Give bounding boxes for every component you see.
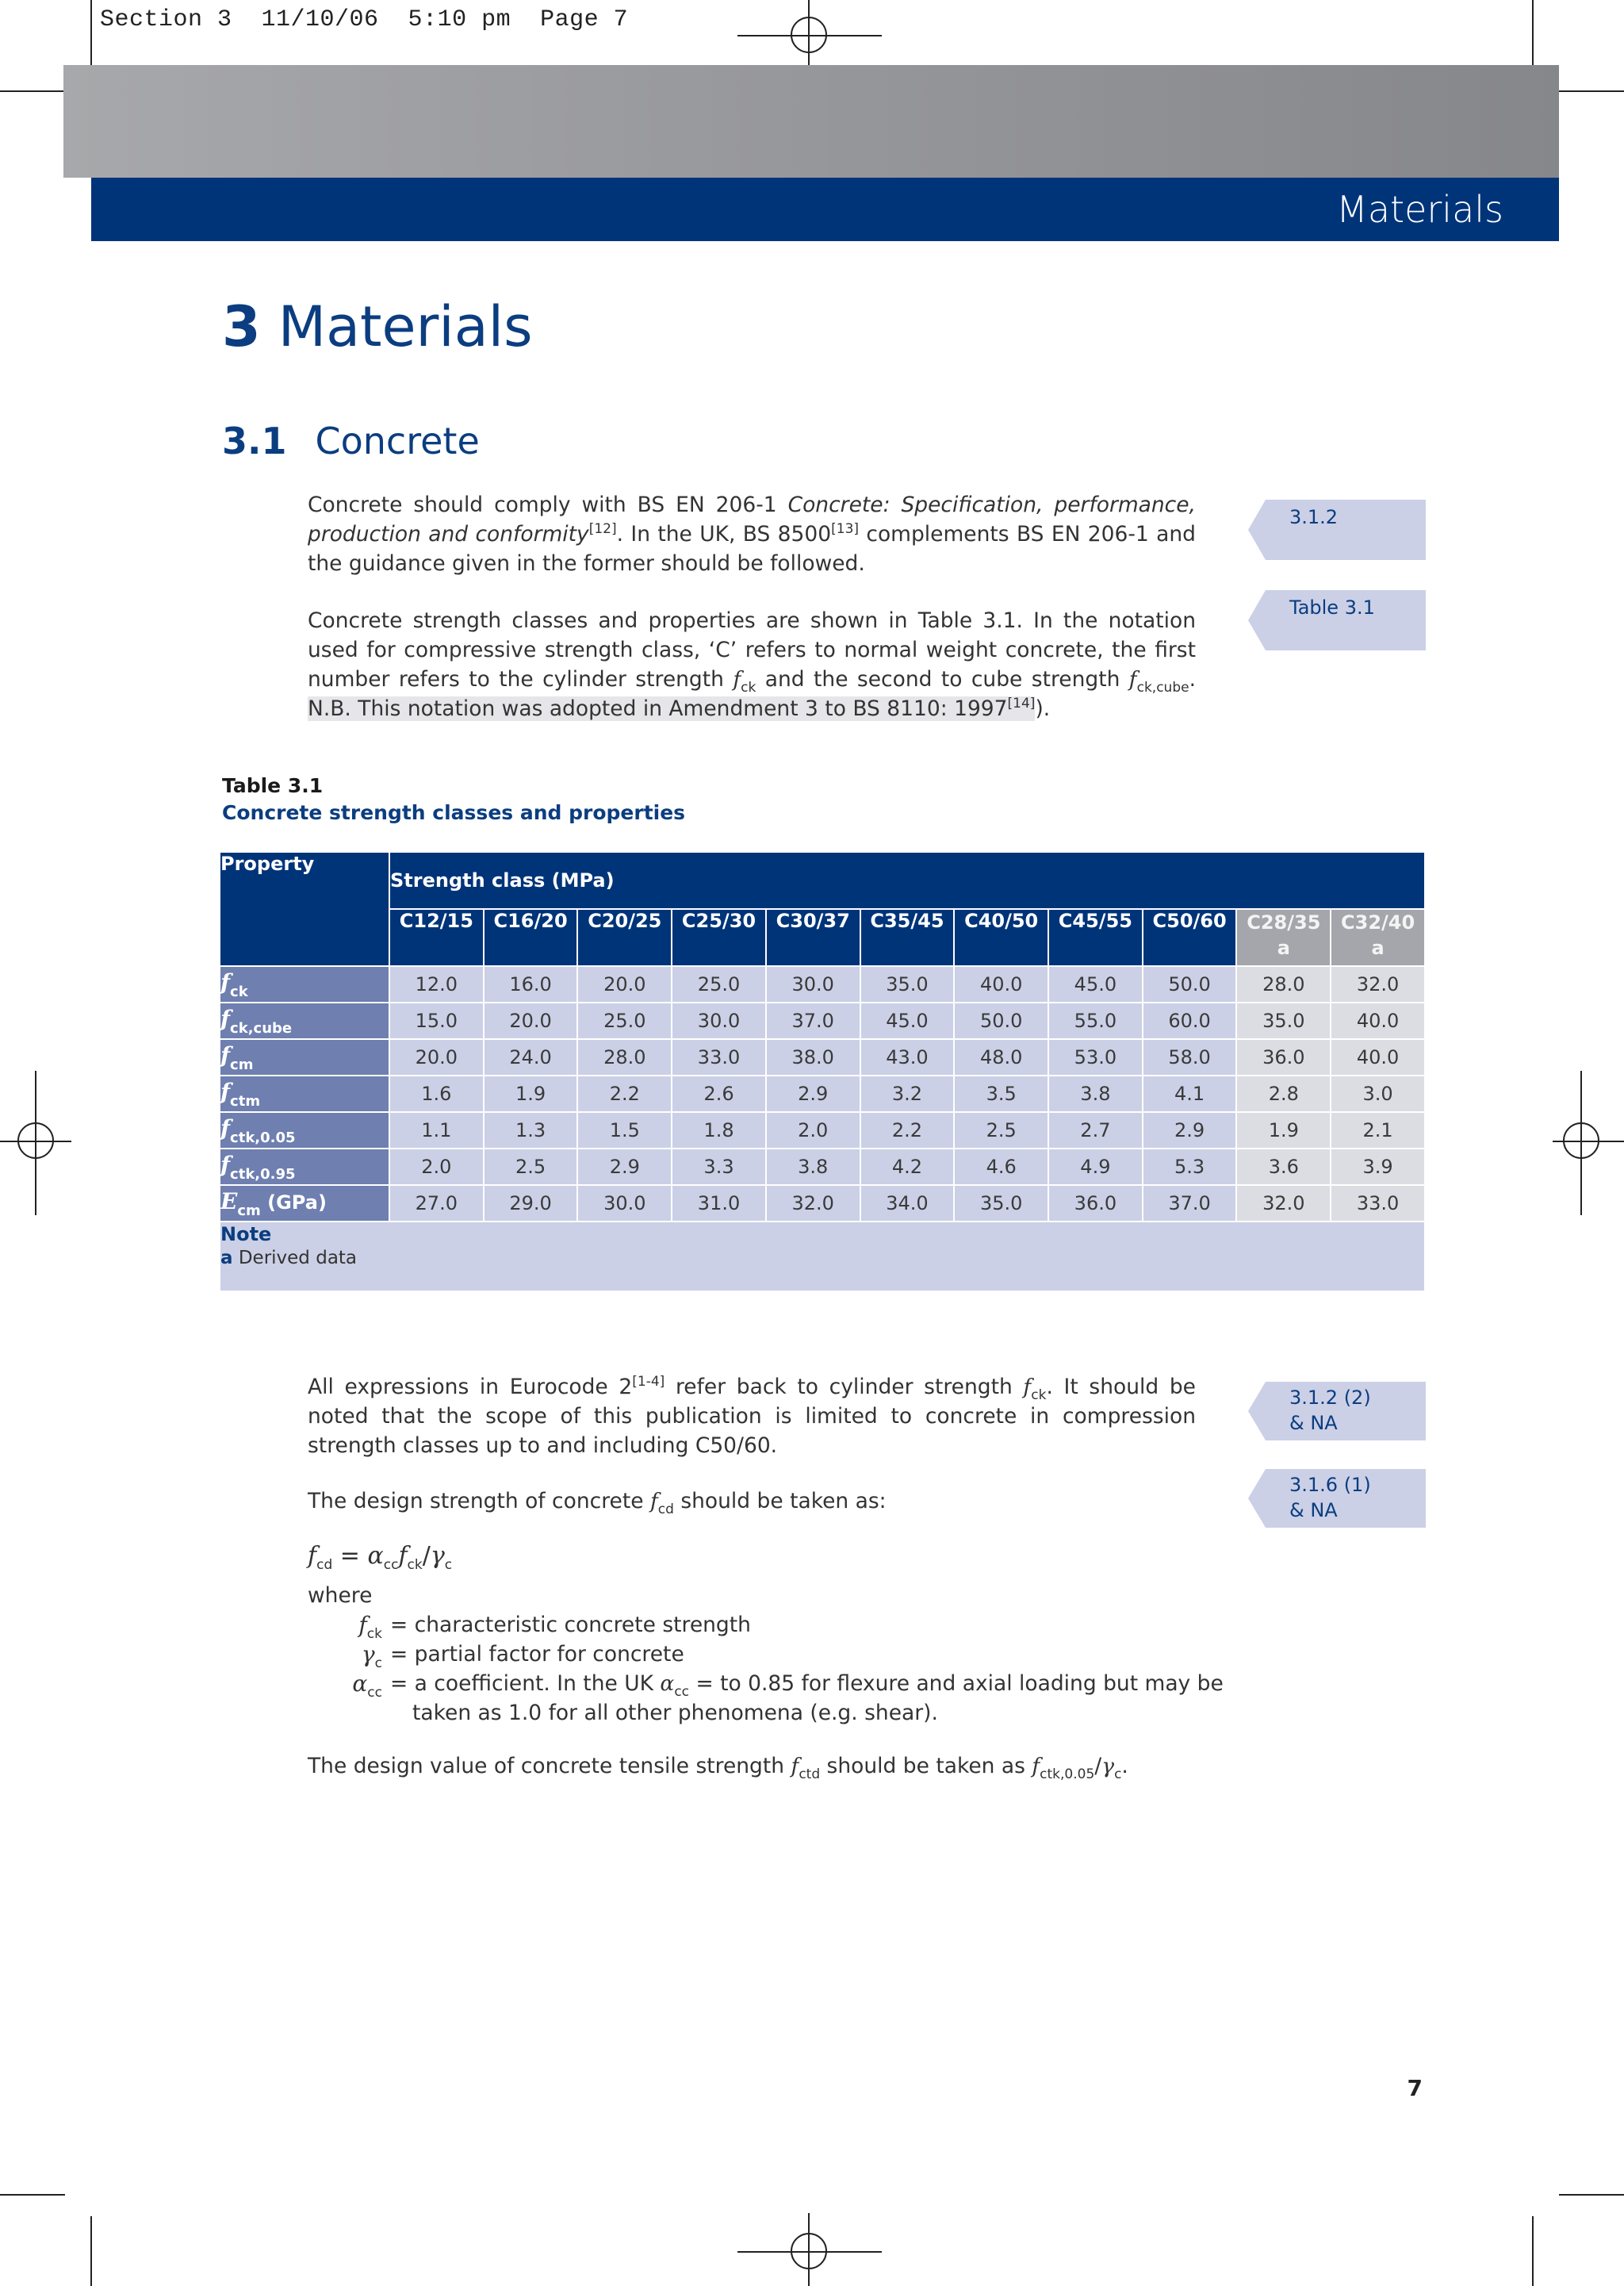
registration-line (1553, 1141, 1624, 1142)
chapter-title: Materials (278, 294, 533, 359)
crop-mark (1532, 0, 1534, 65)
registration-line (1580, 1071, 1582, 1215)
table-cell: 3.0 (1331, 1076, 1425, 1112)
table-cell: 28.0 (1236, 966, 1331, 1003)
table-cell: 33.0 (1331, 1185, 1425, 1222)
table-row (220, 1185, 1425, 1222)
margin-reference-tab: 3.1.6 (1) & NA (1266, 1469, 1426, 1528)
column-header: C50/60 (1143, 909, 1237, 966)
table-cell: 1.8 (672, 1112, 766, 1149)
registration-line (737, 35, 882, 36)
crop-mark (90, 2216, 92, 2286)
table-cell: 32.0 (1236, 1185, 1331, 1222)
table-cell: 2.0 (389, 1149, 484, 1185)
table-cell: 36.0 (1236, 1039, 1331, 1076)
table-cell: 4.1 (1143, 1076, 1237, 1112)
table-cell: 50.0 (1143, 966, 1237, 1003)
table-row (220, 966, 1425, 1003)
paragraph-design-strength: The design strength of concrete $f_{cd}$ should be taken as: (308, 1489, 887, 1517)
table-cell: 1.9 (1236, 1112, 1331, 1149)
row-header: $E_{cm}$ (GPa) (220, 1185, 389, 1222)
table-cell: 40.0 (1331, 1003, 1425, 1039)
table-cell: 2.5 (954, 1112, 1048, 1149)
paragraph-eurocode-scope: All expressions in Eurocode 2[1-4] refer back to cylinder strength $f_{ck}$. It should be noted that the scope of this publication is limited to concrete in compression strength classes up to and including C50/60. (308, 1374, 1196, 1458)
table-cell: 29.0 (484, 1185, 578, 1222)
row-header: $f_{cm}$ (220, 1039, 389, 1076)
table-cell: 35.0 (1236, 1003, 1331, 1039)
table-body (220, 966, 1425, 1291)
table-cell: 20.0 (577, 966, 672, 1003)
table-cell: 20.0 (389, 1039, 484, 1076)
table-cell: 27.0 (389, 1185, 484, 1222)
table-row (220, 1076, 1425, 1112)
table-cell: 2.6 (672, 1076, 766, 1112)
table-cell: 58.0 (1143, 1039, 1237, 1076)
margin-reference-tab: 3.1.2 (1266, 500, 1426, 560)
table-cell: 1.9 (484, 1076, 578, 1112)
table-cell: 30.0 (766, 966, 860, 1003)
row-header: $f_{ck}$ (220, 966, 389, 1003)
column-header-derived: C32/40 a (1331, 909, 1425, 966)
table-cell: 12.0 (389, 966, 484, 1003)
column-header: C25/30 (672, 909, 766, 966)
table-cell: 25.0 (577, 1003, 672, 1039)
table-cell: 33.0 (672, 1039, 766, 1076)
table-cell: 37.0 (766, 1003, 860, 1039)
crop-mark (1559, 90, 1624, 92)
row-header: $f_{ctk,0.05}$ (220, 1112, 389, 1149)
table-cell: 2.9 (766, 1076, 860, 1112)
table-cell: 3.3 (672, 1149, 766, 1185)
table-cell: 34.0 (860, 1185, 955, 1222)
registration-line (808, 0, 810, 65)
design-strength-formula: $f_{cd} = \alpha_{cc}f_{ck}/\gamma_c$ (308, 1542, 453, 1573)
table-cell: 3.8 (766, 1149, 860, 1185)
column-header: C35/45 (860, 909, 955, 966)
table-cell: 4.6 (954, 1149, 1048, 1185)
table-cell: 2.1 (1331, 1112, 1425, 1149)
table-cell: 2.2 (860, 1112, 955, 1149)
paragraph-concrete-standard: Concrete should comply with BS EN 206-1 Concrete: Specification, performance, production and conformity[12]. In the UK, BS 8500[13] complements BS EN 206-1 and the guidance given in the former should be followed. (308, 493, 1196, 576)
table-cell: 1.5 (577, 1112, 672, 1149)
running-header-title: Materials (1336, 188, 1503, 231)
table-cell: 30.0 (577, 1185, 672, 1222)
table-cell: 5.3 (1143, 1149, 1237, 1185)
highlighted-note: N.B. This notation was adopted in Amendment 3 to BS 8110: 1997[14] (308, 696, 1036, 721)
crop-mark (0, 90, 65, 92)
table-cell: 45.0 (860, 1003, 955, 1039)
table-cell: 45.0 (1048, 966, 1143, 1003)
table-cell: 48.0 (954, 1039, 1048, 1076)
table-cell: 16.0 (484, 966, 578, 1003)
column-header-derived: C28/35 a (1236, 909, 1331, 966)
strength-class-header: Strength class (MPa) (389, 852, 1425, 909)
table-cell: 1.6 (389, 1076, 484, 1112)
table-cell: 2.2 (577, 1076, 672, 1112)
table-cell: 55.0 (1048, 1003, 1143, 1039)
table-cell: 2.0 (766, 1112, 860, 1149)
table-label: Table 3.1 (222, 774, 324, 797)
table-cell: 4.2 (860, 1149, 955, 1185)
chapter-heading (222, 293, 533, 360)
table-caption (222, 773, 685, 827)
page-number: 7 (1407, 2075, 1423, 2101)
table-cell: 40.0 (954, 966, 1048, 1003)
column-header: C45/55 (1048, 909, 1143, 966)
paragraph-tensile-strength: The design value of concrete tensile strength $f_{ctd}$ should be taken as $f_{ctk,0.05}/\gamma_c$. (308, 1754, 1128, 1782)
table-cell: 24.0 (484, 1039, 578, 1076)
table-cell: 30.0 (672, 1003, 766, 1039)
section-number: 3.1 (222, 420, 287, 462)
table-cell: 31.0 (672, 1185, 766, 1222)
table-note: Note a Derived data (220, 1222, 1425, 1291)
registration-line (808, 2213, 810, 2286)
table-cell: 2.7 (1048, 1112, 1143, 1149)
table-note-row (220, 1222, 1425, 1291)
registration-line (737, 2251, 882, 2253)
where-label: where (308, 1583, 373, 1608)
column-header: C16/20 (484, 909, 578, 966)
table-row (220, 1039, 1425, 1076)
margin-reference-tab: 3.1.2 (2) & NA (1266, 1382, 1426, 1440)
section-heading (222, 416, 480, 466)
table-cell: 2.5 (484, 1149, 578, 1185)
table-cell: 43.0 (860, 1039, 955, 1076)
column-header-row (220, 909, 1425, 966)
table-cell: 2.9 (577, 1149, 672, 1185)
table-cell: 1.3 (484, 1112, 578, 1149)
table-cell: 60.0 (1143, 1003, 1237, 1039)
table-cell: 3.9 (1331, 1149, 1425, 1185)
table-cell: 3.6 (1236, 1149, 1331, 1185)
section-title: Concrete (315, 420, 480, 462)
registration-line (35, 1071, 36, 1215)
printer-slug: Section 3 11/10/06 5:10 pm Page 7 (100, 6, 629, 33)
property-header: Property (220, 852, 389, 966)
table-cell: 2.9 (1143, 1112, 1237, 1149)
row-header: $f_{ck,cube}$ (220, 1003, 389, 1039)
table-cell: 36.0 (1048, 1185, 1143, 1222)
table-cell: 3.5 (954, 1076, 1048, 1112)
table-title: Concrete strength classes and properties (222, 801, 686, 824)
table-cell: 2.8 (1236, 1076, 1331, 1112)
table-cell: 15.0 (389, 1003, 484, 1039)
table-cell: 50.0 (954, 1003, 1048, 1039)
table-cell: 4.9 (1048, 1149, 1143, 1185)
row-header: $f_{ctm}$ (220, 1076, 389, 1112)
table-cell: 3.8 (1048, 1076, 1143, 1112)
column-header: C30/37 (766, 909, 860, 966)
table-row (220, 1149, 1425, 1185)
table-cell: 35.0 (954, 1185, 1048, 1222)
crop-mark (90, 0, 92, 65)
chapter-number: 3 (222, 294, 261, 359)
table-row (220, 1112, 1425, 1149)
column-header: C12/15 (389, 909, 484, 966)
paragraph-strength-classes: Concrete strength classes and properties are shown in Table 3.1. In the notation used for compressive strength class, ‘C’ refers to normal weight concrete, the first number refers to the cylinder strength $f_{ck}$ and the second to cube strength $f_{ck,cube}$. N.B. This notation was adopted in Amendment 3 to BS 8110: 1997[14]). (308, 608, 1197, 721)
table-cell: 3.2 (860, 1076, 955, 1112)
crop-mark (1532, 2216, 1534, 2286)
table-cell: 32.0 (766, 1185, 860, 1222)
table-cell: 25.0 (672, 966, 766, 1003)
column-header: C20/25 (577, 909, 672, 966)
table-cell: 1.1 (389, 1112, 484, 1149)
crop-mark (1559, 2194, 1624, 2196)
table-cell: 37.0 (1143, 1185, 1237, 1222)
table-cell: 40.0 (1331, 1039, 1425, 1076)
margin-reference-tab: Table 3.1 (1266, 590, 1426, 650)
table-cell: 20.0 (484, 1003, 578, 1039)
table-cell: 53.0 (1048, 1039, 1143, 1076)
table-cell: 28.0 (577, 1039, 672, 1076)
table-cell: 32.0 (1331, 966, 1425, 1003)
table-row (220, 1003, 1425, 1039)
column-header: C40/50 (954, 909, 1048, 966)
row-header: $f_{ctk,0.95}$ (220, 1149, 389, 1185)
crop-mark (0, 2194, 65, 2196)
strength-classes-table (219, 851, 1426, 1292)
table-cell: 38.0 (766, 1039, 860, 1076)
table-cell: 35.0 (860, 966, 955, 1003)
header-grey-band (63, 65, 1559, 178)
